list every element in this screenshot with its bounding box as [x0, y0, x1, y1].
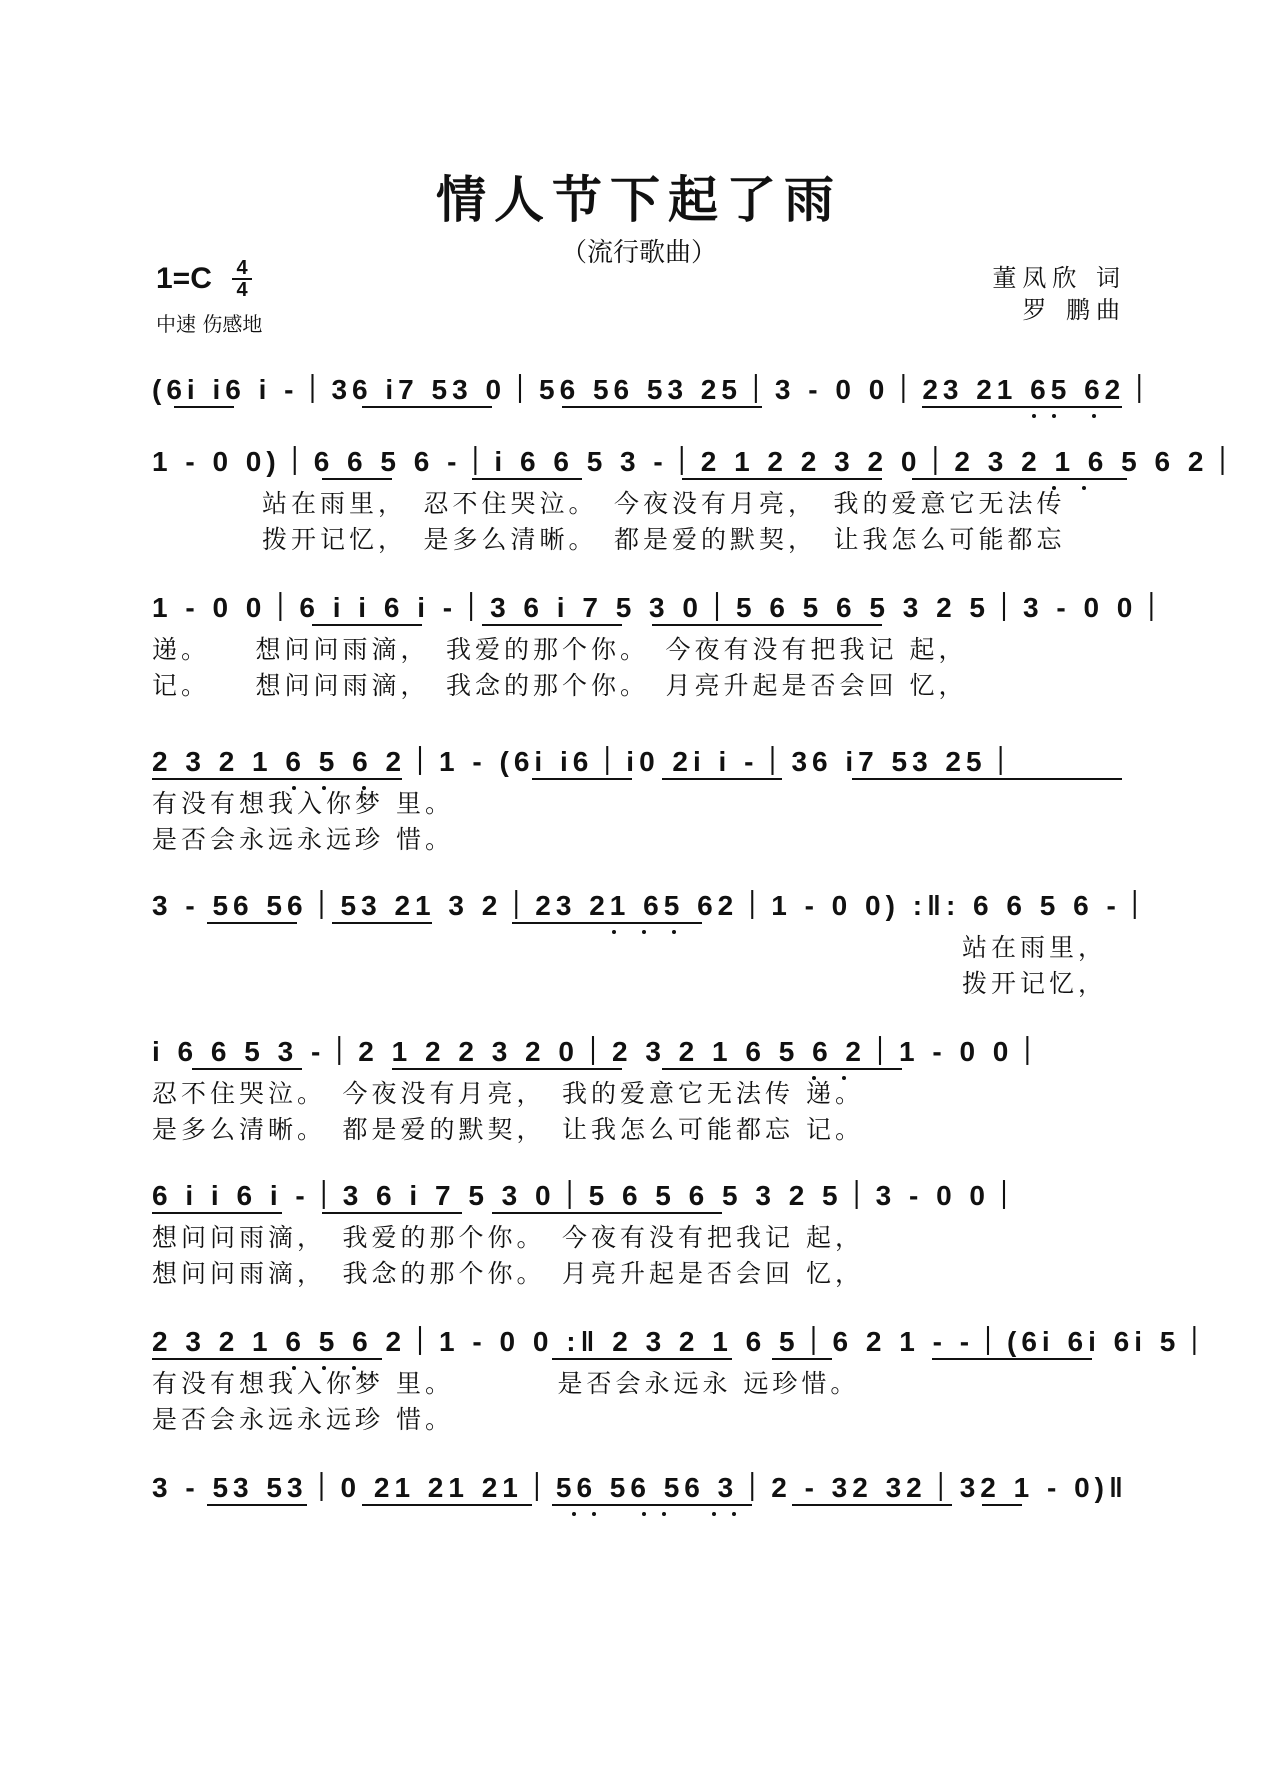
notes-line: i 6 6 5 3 -｜2 1 2 2 3 2 0｜2 3 2 1 6 5 6 2｜1 - 0 0｜: [152, 1036, 1047, 1067]
beam: [312, 624, 422, 626]
beam: [472, 478, 582, 480]
beam: [772, 1358, 832, 1360]
staff-system-8: [152, 1320, 1214, 1434]
staff-system-2: [152, 440, 1242, 554]
notes-line: 6 i i 6 i -｜3 6 i 7 5 3 0｜5 6 5 6 5 3 2 5｜3 - 0 0｜: [152, 1180, 1024, 1211]
staff-system-7: [152, 1174, 1132, 1288]
lyric-verse-1: 忍不住哭泣。 今夜没有月亮， 我的爱意它无法传 递。: [152, 1079, 864, 1108]
tempo-marking: 中速 伤感地: [156, 312, 263, 336]
notes-line: 1 - 0 0｜6 i i 6 i -｜3 6 i 7 5 3 0｜5 6 5 6 5 3 2 5｜3 - 0 0｜: [152, 592, 1171, 623]
beam: [922, 406, 1122, 408]
beam: [322, 1212, 462, 1214]
low-octave-dot: [592, 1512, 596, 1516]
song-subtitle: （流行歌曲）: [560, 238, 717, 268]
time-top: 4: [236, 257, 248, 279]
lyric-verse-1: 想问问雨滴， 我爱的那个你。 今夜有没有把我记 起，: [152, 1223, 864, 1252]
beam: [152, 1212, 282, 1214]
low-octave-dot: [1052, 414, 1056, 418]
low-octave-dot: [672, 930, 676, 934]
beam: [652, 624, 882, 626]
beam: [482, 624, 622, 626]
lyric-verse-2: 想问问雨滴， 我念的那个你。 月亮升起是否会回 忆，: [152, 1259, 864, 1288]
lyric-verse-2: 是多么清晰。 都是爱的默契， 让我怎么可能都忘 记。: [152, 1115, 864, 1144]
lyric-verse-2: 是否会永远永远珍 惜。: [152, 825, 454, 854]
lyric-verse-1: 递。 想问问雨滴， 我爱的那个你。 今夜有没有把我记 起，: [152, 635, 968, 664]
beam: [174, 406, 234, 408]
time-signature: [232, 258, 252, 300]
low-octave-dot: [612, 930, 616, 934]
low-octave-dot: [1092, 414, 1096, 418]
beam: [532, 778, 632, 780]
beam: [792, 1504, 952, 1506]
beam: [192, 1068, 302, 1070]
beam: [512, 922, 702, 924]
beam: [982, 1504, 1022, 1506]
beam: [207, 922, 297, 924]
lyric-verse-2: 拨开记忆，: [962, 969, 1108, 998]
staff-system-6: [152, 1030, 1132, 1144]
lyricist-credit: 董凤欣 词: [992, 264, 1126, 292]
notes-line: 1 - 0 0)｜6 6 5 6 -｜i 6 6 5 3 -｜2 1 2 2 3 2 0｜2 3 2 1 6 5 6 2｜: [152, 446, 1242, 477]
staff-system-9: [152, 1466, 1132, 1538]
beam: [912, 478, 1127, 480]
notes-line: 2 3 2 1 6 5 6 2｜1 - (6i i6｜i0 2i i -｜36 i7 53 25｜: [152, 746, 1020, 777]
composer-credit: 罗 鹏曲: [1022, 296, 1126, 324]
low-octave-dot: [642, 1512, 646, 1516]
notes-line: 2 3 2 1 6 5 6 2｜1 - 0 0 :‖ 2 3 2 1 6 5｜6 2 1 - -｜(6i 6i 6i 5｜: [152, 1326, 1214, 1357]
low-octave-dot: [712, 1512, 716, 1516]
time-bottom: 4: [236, 279, 248, 301]
beam: [492, 1212, 722, 1214]
beam: [662, 1068, 902, 1070]
staff-system-4: [152, 740, 1132, 854]
low-octave-dot: [732, 1512, 736, 1516]
lyric-verse-2: 拨开记忆， 是多么清晰。 都是爱的默契， 让我怎么可能都忘: [262, 525, 1066, 554]
beam: [152, 1358, 382, 1360]
beam: [362, 406, 492, 408]
beam: [552, 1504, 752, 1506]
beam: [682, 478, 882, 480]
low-octave-dot: [642, 930, 646, 934]
beam: [207, 1504, 307, 1506]
beam: [332, 922, 432, 924]
low-octave-dot: [572, 1512, 576, 1516]
notes-line: 3 - 53 53｜0 21 21 21｜56 56 56 3｜2 - 32 32｜32 1 - 0)‖: [152, 1472, 1128, 1503]
lyric-verse-1: 站在雨里，: [962, 933, 1108, 962]
low-octave-dot: [1032, 414, 1036, 418]
staff-system-3: [152, 586, 1171, 700]
beam: [662, 778, 782, 780]
notes-line: 3 - 56 56｜53 21 3 2｜23 21 65 62｜1 - 0 0) :‖: 6 6 5 6 -｜: [152, 890, 1154, 921]
lyric-verse-2: 记。 想问问雨滴， 我念的那个你。 月亮升起是否会回 忆，: [152, 671, 968, 700]
song-title: 情人节下起了雨: [436, 170, 842, 229]
beam: [852, 778, 1122, 780]
lyric-verse-1: 有没有想我入你梦 里。: [152, 789, 454, 818]
beam: [362, 1504, 532, 1506]
beam: [322, 478, 392, 480]
notes-line: (6i i6 i -｜36 i7 53 0｜56 56 53 25｜3 - 0 0｜23 21 65 62｜: [152, 374, 1159, 405]
lyric-verse-2: 是否会永远永远珍 惜。: [152, 1405, 454, 1434]
beam: [932, 1358, 1092, 1360]
beam: [152, 778, 402, 780]
beam: [562, 406, 762, 408]
low-octave-dot: [662, 1512, 666, 1516]
lyric-verse-1: 站在雨里， 忍不住哭泣。 今夜没有月亮， 我的爱意它无法传: [262, 489, 1066, 518]
staff-system-1: [152, 368, 1159, 440]
staff-system-5: [152, 884, 1154, 998]
beam: [392, 1068, 622, 1070]
key-signature: 1=C: [156, 262, 212, 295]
lyric-verse-1: 有没有想我入你梦 里。 是否会永远永 远珍惜。: [152, 1369, 860, 1398]
beam: [552, 1358, 732, 1360]
